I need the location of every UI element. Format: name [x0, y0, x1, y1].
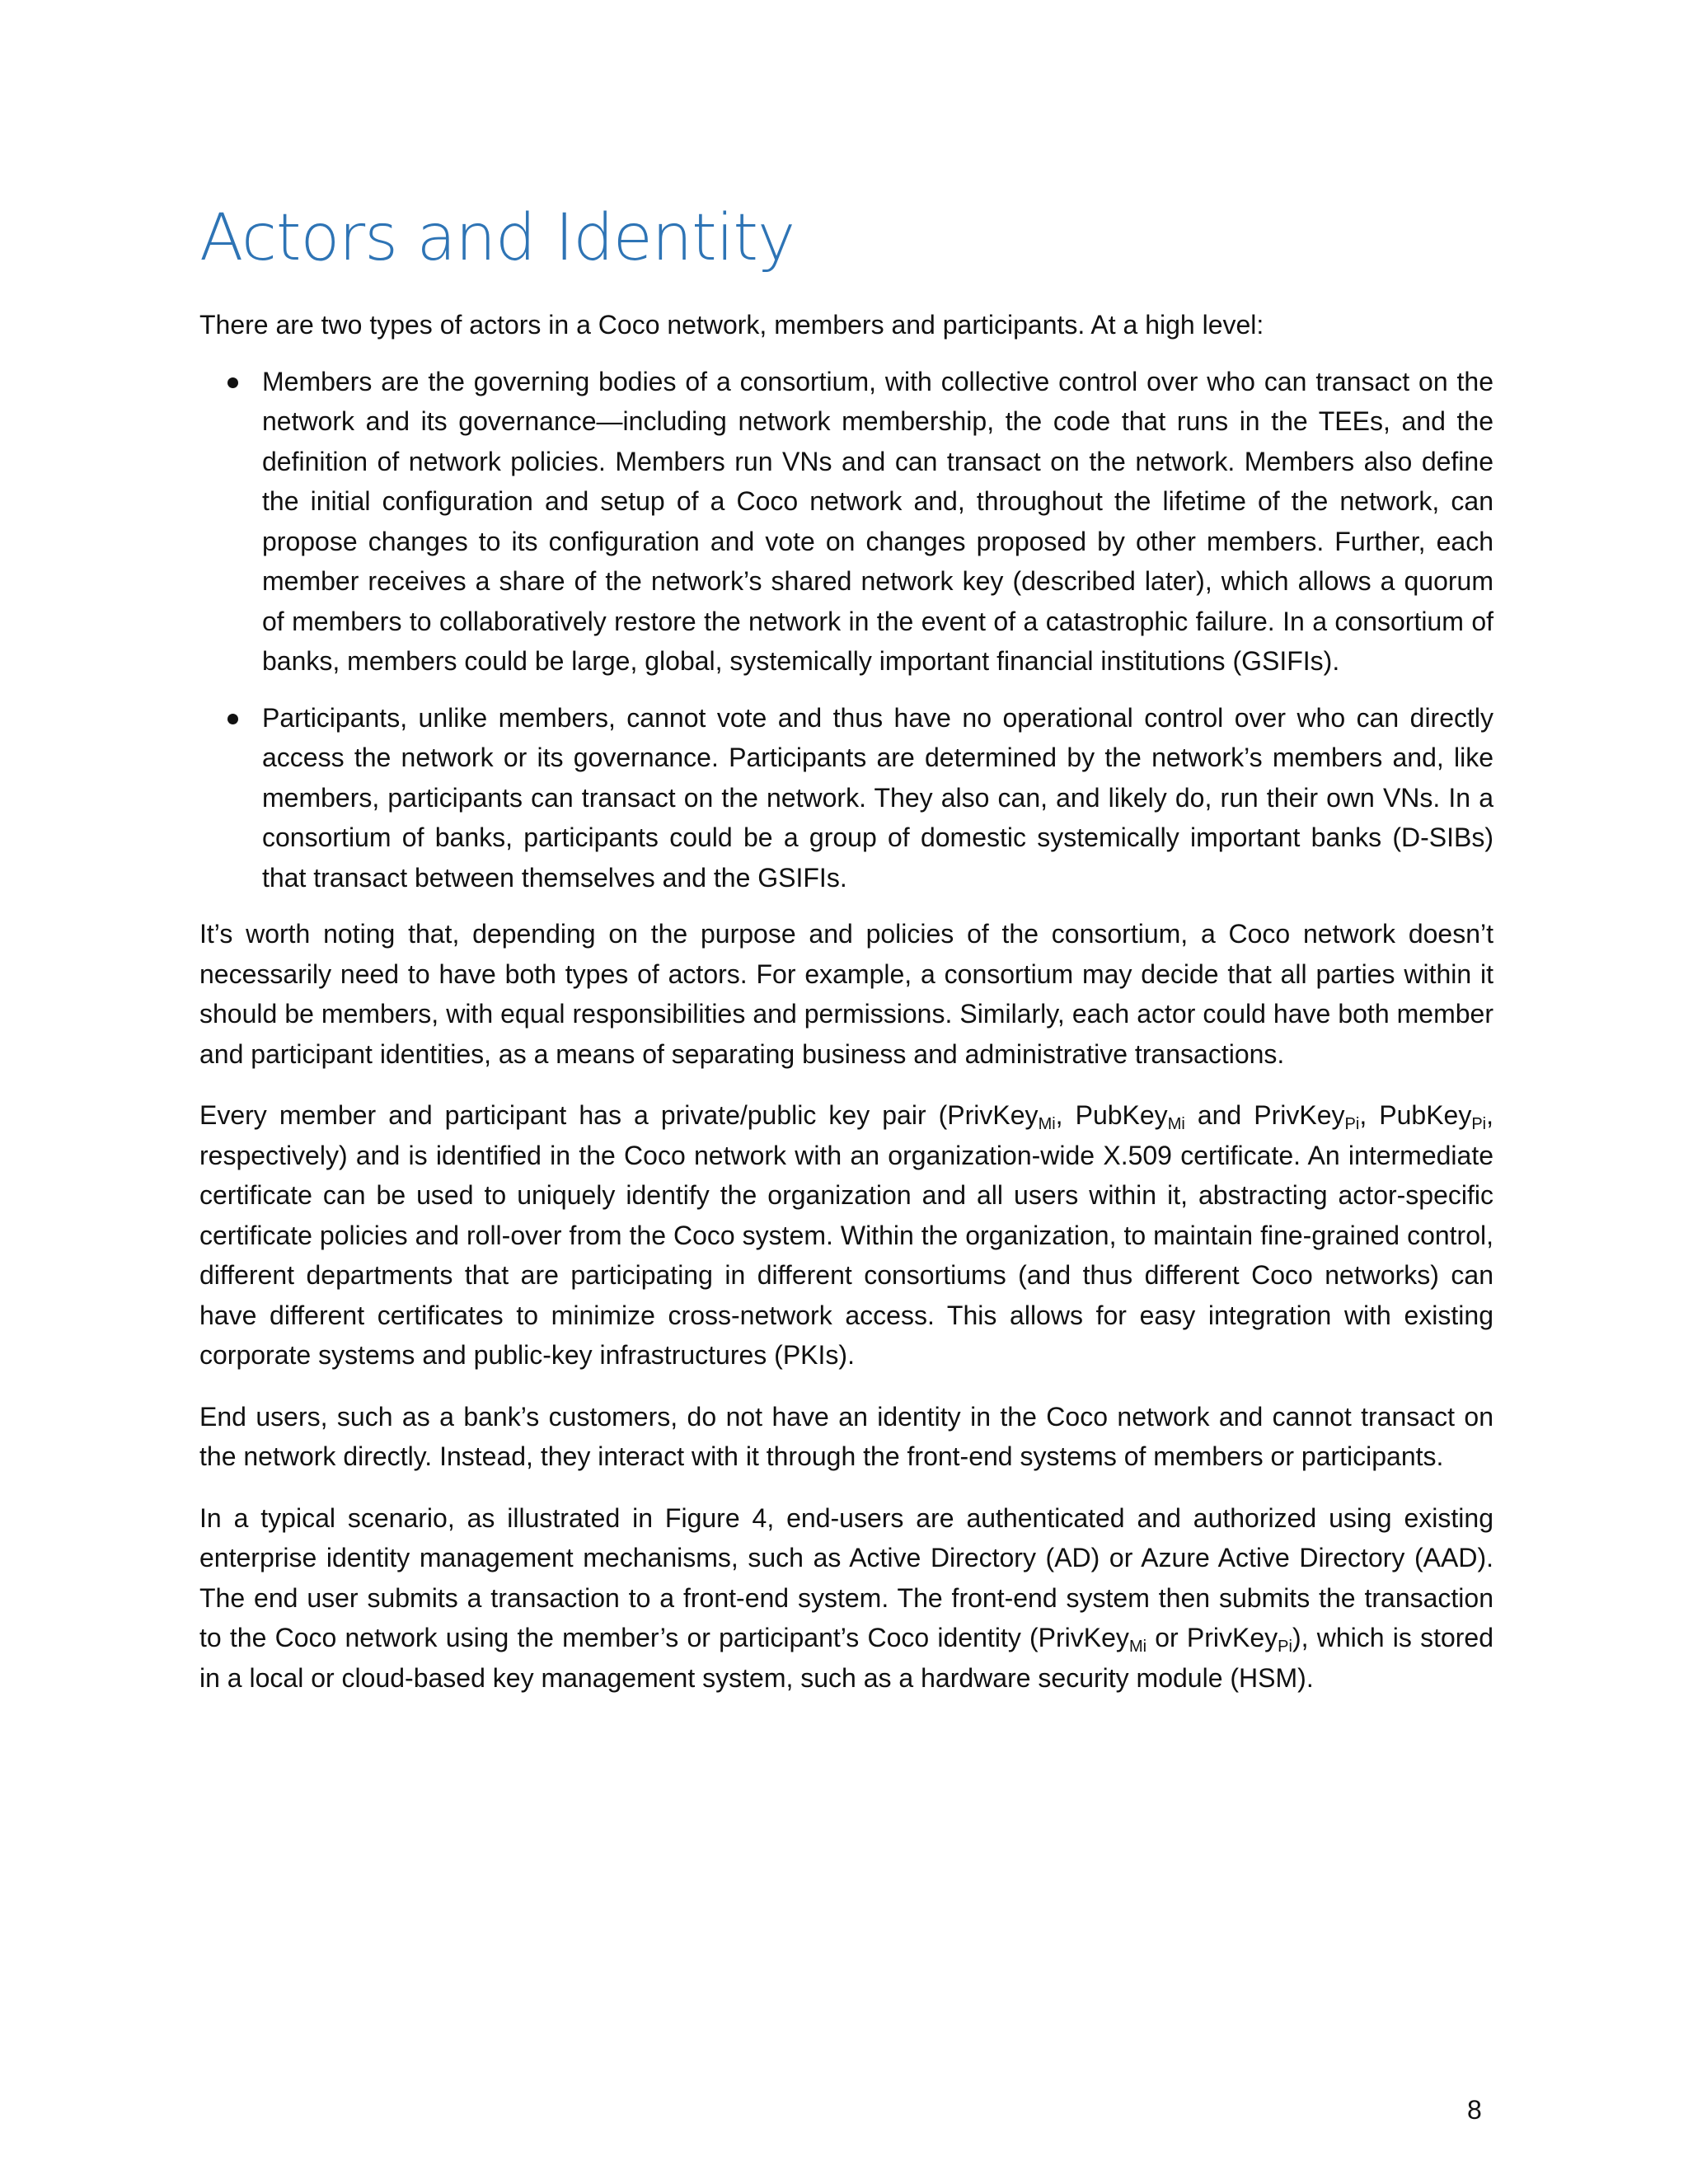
bullet-icon	[227, 377, 238, 388]
subscript: Pi	[1471, 1115, 1487, 1133]
subscript: Mi	[1128, 1638, 1147, 1656]
text-run: , PubKey	[1055, 1100, 1168, 1130]
key-pair-paragraph	[199, 1095, 1493, 1376]
list-item	[199, 698, 1493, 898]
list-item	[199, 362, 1493, 682]
section-title: Actors and Identity	[199, 201, 795, 275]
participants-paragraph: Participants, unlike members, cannot vote and thus have no operational control over who can directly access the network or its governance. Participants are determined by the network’s members and, like members, participants can transact on the network. They also can, and likely do, run their own VNs. In a consortium of banks, participants could be a group of domestic systemically important banks (D-SIBs) that transact between themselves and the GSIFIs.	[262, 702, 1493, 893]
text-run: Every member and participant has a private/public key pair (PrivKey	[199, 1100, 1039, 1130]
subscript: Mi	[1038, 1115, 1056, 1133]
worth-noting-paragraph: It’s worth noting that, depending on the purpose and policies of the consortium, a Coco network doesn’t necessarily need to have both types of actors. For example, a consortium may decide that all parties within it should be members, with equal responsibilities and permissions. Similarly, each actor could have both member and participant identities, as a means of separating business and administrative transactions.	[199, 919, 1493, 1069]
text-run: and PrivKey	[1184, 1100, 1345, 1130]
intro-paragraph: There are two types of actors in a Coco network, members and participants. At a high level:	[199, 310, 1264, 340]
text-run: In a typical scenario, as illustrated in Figure 4, end-users are authenticated and authorized using existing enterprise identity management mechanisms, such as Active Directory (AD) or Azure Active Directory (AAD). The end user submits a transaction to a front-end system. The front-end system then submits the transaction to the Coco network using the member’s or participant’s Coco identity (PrivKey	[199, 1502, 1493, 1652]
document-page	[199, 201, 1494, 1719]
page-number: 8	[1467, 2095, 1482, 2125]
subscript: Pi	[1278, 1638, 1292, 1656]
typical-scenario-paragraph	[199, 1498, 1493, 1699]
actor-types-list	[199, 362, 1493, 898]
members-paragraph: Members are the governing bodies of a consortium, with collective control over who can transact on the network and its governance—including network membership, the code that runs in the TEEs, and the definition of network policies. Members run VNs and can transact on the network. Members also define the initial configuration and setup of a Coco network and, throughout the lifetime of the network, can propose changes to its configuration and vote on changes proposed by other members. Further, each member receives a share of the network’s shared network key (described later), which allows a quorum of members to collaboratively restore the network in the event of a catastrophic failure. In a consortium of banks, members could be large, global, systemically important financial institutions (GSIFIs).	[262, 366, 1493, 676]
text-run: or PrivKey	[1146, 1623, 1278, 1652]
subscript: Pi	[1344, 1115, 1360, 1133]
text-run: ), which is stored in a local or cloud-based key management system, such as a hardware security module (HSM).	[199, 1623, 1494, 1693]
subscript: Mi	[1167, 1115, 1185, 1133]
text-run: , PubKey	[1359, 1100, 1472, 1130]
bullet-icon	[227, 714, 238, 724]
text-run: , respectively) and is identified in the Coco network with an organization-wide X.509 certificate. An intermediate certificate can be used to uniquely identify the organization and all users within it, abstracting actor-specific certificate policies and roll-over from the Coco system. Within the organization, to maintain fine-grained control, different departments that are participating in different consortiums (and thus different Coco networks) can have different certificates to minimize cross-network access. This allows for easy integration with existing corporate systems and public-key infrastructures (PKIs).	[199, 1100, 1494, 1370]
end-users-paragraph: End users, such as a bank’s customers, do not have an identity in the Coco network and cannot transact on the network directly. Instead, they interact with it through the front-end systems of members or participants.	[199, 1401, 1493, 1471]
